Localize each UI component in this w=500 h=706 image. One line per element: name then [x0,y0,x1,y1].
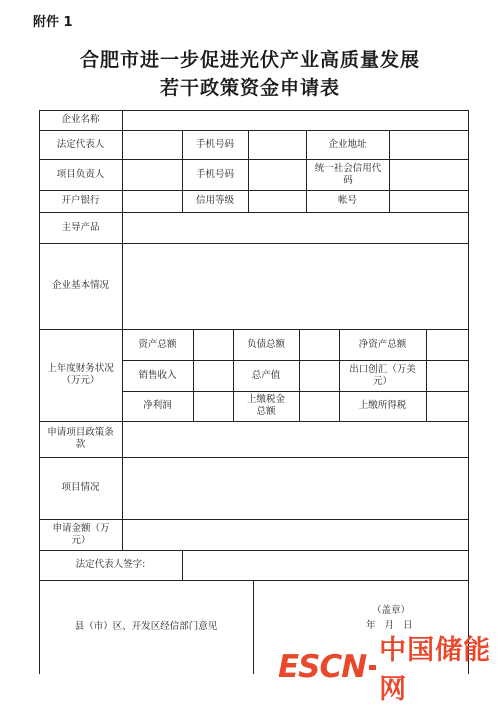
company-name-label: 企业名称 [61,114,100,125]
net-assets-field[interactable] [427,330,468,360]
seal-note: （盖章） [372,605,411,616]
credit-code-label: 统一社会信用代码 [314,162,382,186]
net-profit-label: 净利润 [143,400,172,411]
net-profit-field[interactable] [194,392,233,421]
legal-rep-mobile-field[interactable] [249,131,306,159]
project-info-label: 项目情况 [61,482,100,493]
project-lead-mobile-field[interactable] [249,160,306,190]
date-note: 年 月 日 [366,620,413,631]
credit-level-field[interactable] [249,191,306,212]
apply-amount-field[interactable] [123,520,468,550]
bank-label: 开户银行 [61,195,100,206]
income-tax-label: 上缴所得税 [358,400,407,411]
company-name-field[interactable] [123,111,468,130]
legal-rep-mobile-label: 手机号码 [195,138,234,150]
bank-field[interactable] [123,191,182,212]
export-earnings-field[interactable] [427,361,468,391]
total-liabilities-field[interactable] [300,330,339,360]
watermark-logo-text: ESCN [278,649,367,685]
account-no-field[interactable] [390,191,468,212]
credit-code-field[interactable] [390,160,468,190]
sales-income-field[interactable] [194,361,233,391]
attachment-label: 附件 1 [33,15,73,30]
total-output-label: 总产值 [251,369,281,381]
policy-clause-label: 申请项目政策条款 [47,427,114,450]
application-form-table [39,110,469,674]
income-tax-field[interactable] [427,392,468,421]
total-output-field[interactable] [300,361,339,391]
export-earnings-label: 出口创汇（万美元） [349,363,416,387]
main-product-field[interactable] [123,213,468,243]
form-title-line2: 若干政策资金申请表 [159,77,340,99]
credit-level-label: 信用等级 [195,195,234,206]
basic-info-field[interactable] [123,244,468,329]
legal-rep-label: 法定代表人 [56,138,105,150]
project-info-field[interactable] [123,458,468,519]
company-address-field[interactable] [390,131,468,159]
tax-paid-label: 上缴税金总额 [246,394,285,417]
policy-clause-field[interactable] [123,422,468,457]
legal-sign-field[interactable] [183,551,468,580]
project-lead-mobile-label: 手机号码 [195,168,234,180]
tax-paid-field[interactable] [300,392,339,421]
basic-info-label: 企业基本情况 [51,280,109,291]
legal-rep-field[interactable] [123,131,182,159]
total-liabilities-label: 负债总额 [246,338,285,350]
net-assets-label: 净资产总额 [358,338,407,350]
legal-sign-label: 法定代表人签字: [75,559,146,570]
watermark-dash [369,665,376,670]
escn-watermark [278,628,500,706]
main-product-label: 主导产品 [61,221,100,233]
form-title-line1: 合肥市进一步促进光伏产业高质量发展 [79,49,420,71]
account-no-label: 帐号 [337,195,357,206]
project-lead-label: 项目负责人 [56,168,105,180]
watermark-site-name: 中国储能网 [379,635,492,705]
county-opinion-label: 县（市）区、开发区经信部门意见 [74,621,218,632]
apply-amount-label: 申请金额（万元） [52,522,110,546]
company-address-label: 企业地址 [328,138,367,150]
sales-income-label: 销售收入 [138,369,177,381]
project-lead-field[interactable] [123,160,182,190]
finance-label: 上年度财务状况（万元） [47,363,114,386]
total-assets-label: 资产总额 [138,338,177,350]
total-assets-field[interactable] [194,330,233,360]
